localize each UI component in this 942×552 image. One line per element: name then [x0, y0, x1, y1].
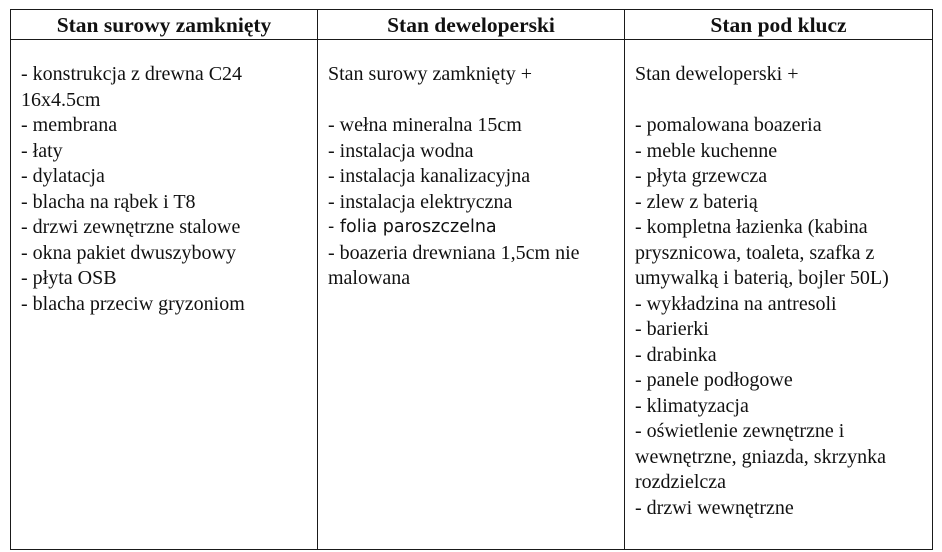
list-item: - kompletna łazienka (kabina prysznicowa, toaleta, szafka z umywalką i baterią, bojler 50L) — [635, 216, 889, 289]
list-item: - wełna mineralna 15cm — [328, 114, 522, 136]
column-cell-deweloperski — [318, 40, 625, 550]
list-item: - pomalowana boazeria — [635, 114, 822, 136]
list-item: - meble kuchenne — [635, 139, 778, 162]
list-item: - wykładzina na antresoli — [635, 292, 837, 315]
list-item: - oświetlenie zewnętrzne i wewnętrzne, gniazda, skrzynka rozdzielcza — [635, 420, 886, 493]
column-header-deweloperski: Stan deweloperski — [318, 10, 625, 40]
list-item: - membrana — [21, 114, 118, 136]
list-item: - drabinka — [635, 343, 717, 366]
list-item: - drzwi wewnętrzne — [635, 496, 794, 519]
list-item: - blacha na rąbek i T8 — [21, 190, 196, 213]
list-item: - instalacja elektryczna — [328, 190, 513, 213]
list-item: - instalacja kanalizacyjna — [328, 165, 531, 187]
header-row — [11, 10, 933, 40]
list-item: - boazeria drewniana 1,5cm nie malowana — [328, 241, 580, 289]
list-item: - barierki — [635, 318, 709, 340]
column-cell-pod-klucz — [625, 40, 933, 550]
list-item: - łaty — [21, 139, 63, 162]
column-intro-pod-klucz: Stan deweloperski + — [635, 63, 799, 85]
list-item: - panele podłogowe — [635, 369, 793, 391]
column-cell-surowy — [11, 40, 318, 550]
list-item: - dylatacja — [21, 165, 105, 187]
list-item: - zlew z baterią — [635, 190, 758, 213]
feature-list-surowy — [21, 62, 307, 317]
column-intro-deweloperski: Stan surowy zamknięty + — [328, 63, 533, 85]
list-item: - klimatyzacja — [635, 394, 749, 417]
spacer — [328, 88, 614, 114]
column-header-pod-klucz: Stan pod klucz — [625, 10, 933, 40]
list-item: - konstrukcja z drewna C24 16x4.5cm — [21, 63, 243, 111]
column-header-surowy: Stan surowy zamknięty — [11, 10, 318, 40]
feature-list-pod-klucz — [635, 113, 922, 521]
content-row — [11, 40, 933, 550]
list-item: - okna pakiet dwuszybowy — [21, 241, 236, 264]
comparison-sheet — [10, 9, 932, 550]
feature-list-deweloperski — [328, 113, 614, 292]
list-item: - płyta OSB — [21, 267, 117, 289]
list-item: - blacha przeciw gryzoniom — [21, 292, 245, 315]
list-item: - drzwi zewnętrzne stalowe — [21, 216, 241, 238]
list-item: - instalacja wodna — [328, 139, 474, 162]
standard-comparison-table — [10, 9, 933, 550]
list-item: - płyta grzewcza — [635, 165, 768, 187]
spacer — [635, 88, 922, 114]
list-item: - folia paroszczelna — [328, 217, 497, 237]
